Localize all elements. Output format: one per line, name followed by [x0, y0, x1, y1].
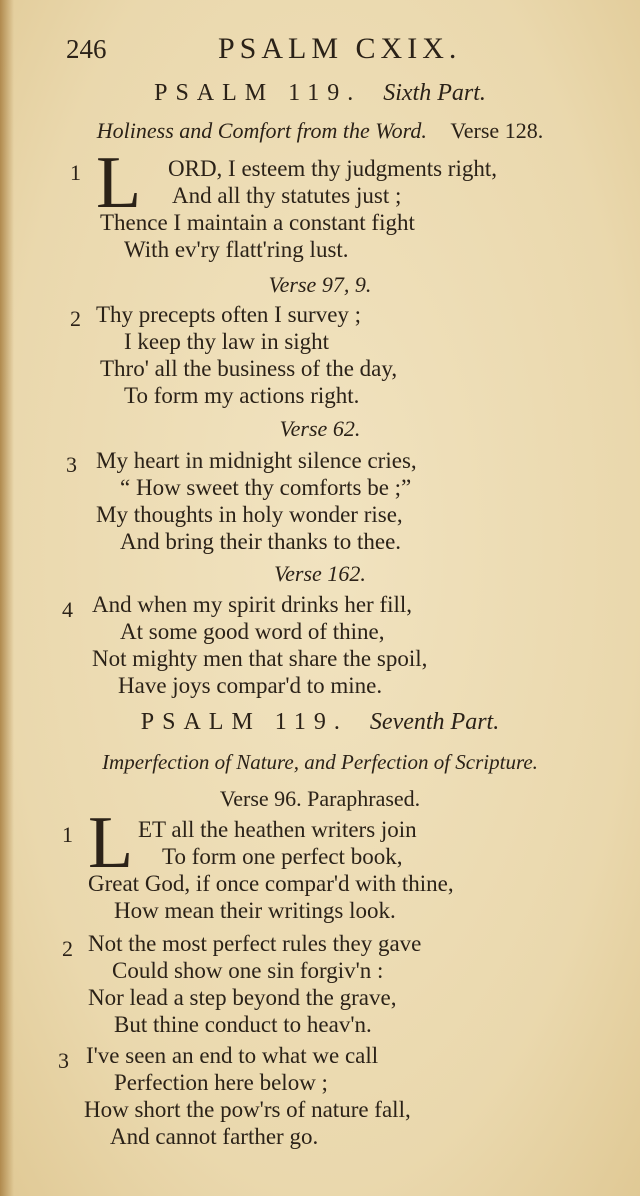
part6-subtitle-line [0, 118, 640, 144]
verse-line: I keep thy law in sight [124, 329, 330, 354]
verse-line: Thro' all the business of the day, [100, 356, 398, 381]
stanza-number: 2 [70, 306, 81, 331]
verse-line: Could show one sin forgiv'n : [112, 958, 384, 983]
part7-heading [0, 709, 640, 736]
verse-line: And cannot farther go. [110, 1124, 319, 1149]
verse-line: My heart in midnight silence cries, [96, 448, 417, 473]
verse-line: Thence I maintain a constant fight [100, 210, 415, 235]
verse-reference: Verse 97, 9. [268, 272, 372, 297]
verse-line: I've seen an end to what we call [86, 1043, 379, 1068]
verse-line: And bring their thanks to thee. [120, 529, 402, 554]
part7-part-label: Seventh Part. [369, 709, 500, 735]
verse-line: Not the most perfect rules they gave [88, 931, 422, 956]
part7-subtitle-ref: Verse 96. Paraphrased. [219, 786, 421, 811]
stanza-number: 4 [62, 597, 73, 622]
verse-line: To form one perfect book, [162, 844, 403, 869]
verse-line: To form my actions right. [124, 383, 360, 408]
page-number: 246 [66, 34, 107, 64]
verse-line: And all thy statutes just ; [172, 183, 402, 208]
verse-line: My thoughts in holy wonder rise, [96, 502, 403, 527]
drop-cap: L [88, 802, 134, 884]
stanza-number: 2 [62, 936, 73, 961]
verse-line: Great God, if once compar'd with thine, [88, 871, 454, 896]
part6-psalm-title: PSALM 119. [154, 80, 362, 106]
verse-line: ET all the heathen writers join [138, 817, 417, 842]
part6-part-label: Sixth Part. [383, 80, 486, 106]
verse-reference: Verse 162. [274, 561, 366, 586]
part7-subtitle: Imperfection of Nature, and Perfection of Scripture. [102, 750, 538, 774]
page-gutter-shadow [0, 0, 14, 1196]
verse-line: With ev'ry flatt'ring lust. [124, 237, 349, 262]
part6-heading [0, 80, 640, 107]
stanza-number: 1 [70, 160, 81, 185]
verse-line: Thy precepts often I survey ; [96, 302, 362, 327]
stanza-number: 3 [66, 452, 77, 477]
verse-reference: Verse 62. [279, 416, 361, 441]
page-header [0, 30, 640, 70]
stanza-number: 3 [58, 1048, 69, 1073]
verse-line: Not mighty men that share the spoil, [92, 646, 428, 671]
part6-subtitle-ref: Verse 128. [450, 118, 544, 143]
part7-psalm-title: PSALM 119. [140, 709, 348, 735]
verse-line: At some good word of thine, [120, 619, 385, 644]
verse-line: “ How sweet thy comforts be ;” [120, 475, 412, 500]
verse-line: Have joys compar'd to mine. [118, 673, 383, 698]
verse-line: Perfection here below ; [114, 1070, 328, 1095]
drop-cap: L [96, 142, 142, 224]
verse-line: ORD, I esteem thy judgments right, [168, 156, 497, 181]
running-head: PSALM CXIX. [218, 32, 462, 65]
part6-subtitle: Holiness and Comfort from the Word. [96, 118, 427, 143]
verse-line: And when my spirit drinks her fill, [92, 592, 413, 617]
verse-line: How short the pow'rs of nature fall, [84, 1097, 411, 1122]
verse-line: But thine conduct to heav'n. [114, 1012, 372, 1037]
verse-line: How mean their writings look. [114, 898, 396, 923]
verse-line: Nor lead a step beyond the grave, [88, 985, 397, 1010]
stanza-number: 1 [62, 822, 73, 847]
